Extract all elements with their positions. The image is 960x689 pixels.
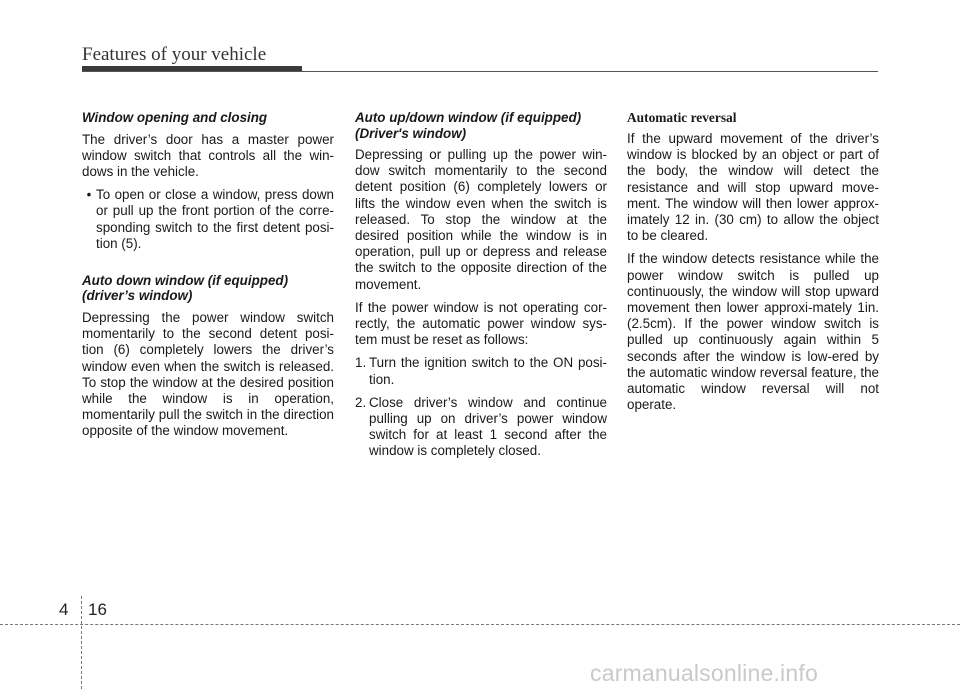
- heading-auto-up-down-line1: Auto up/down window (if equipped): [355, 110, 582, 125]
- page-header-title: Features of your vehicle: [82, 44, 267, 65]
- paragraph-auto-up-down: Depressing or pulling up the power win-dow switch momentarily to the second detent position (6) completely lowers or lifts the window even when the switch is released. To stop the window at the desired position while the window is in operation, pull up or depress and release the switch to the opposite direction of the movement.: [355, 147, 607, 292]
- heading-auto-up-down: [355, 110, 607, 141]
- column-right: [627, 110, 879, 420]
- page-number: 16: [88, 600, 107, 619]
- heading-auto-up-down-line2: (Driver's window): [355, 125, 467, 141]
- step-text: Turn the ignition switch to the ON posi-tion.: [369, 355, 607, 387]
- heading-auto-down-line1: Auto down window (if equipped): [82, 272, 289, 288]
- bullet-marker: •: [86, 187, 92, 203]
- paragraph-auto-down: Depressing the power window switch momentarily to the second detent posi-tion (6) completely lowers the driver’s window even when the switch is released. To stop the window at the desired position while the window is in operation, momentarily pull the switch in the direction opposite of the window movement.: [82, 309, 334, 439]
- step-text: Close driver’s window and continue pulling up on driver’s power window switch for at least 1 second after the window is completely closed.: [369, 394, 607, 459]
- footer-dashed-rule: [0, 624, 960, 625]
- heading-automatic-reversal: Automatic reversal: [627, 110, 737, 125]
- reset-step-2: [355, 395, 607, 460]
- bullet-text: To open or close a window, press down or pull up the front portion of the corre-sponding switch to the first detent posi-tion (5).: [96, 187, 334, 251]
- column-left: [82, 110, 334, 447]
- paragraph-master-switch: The driver’s door has a master power window switch that controls all the win-dows in the vehicle.: [82, 131, 334, 179]
- heading-auto-down: [82, 273, 334, 304]
- step-number: 1.: [355, 355, 367, 371]
- paragraph-reversal-1: If the upward movement of the driver’s window is blocked by an object or part of the body, the window will detect the resistance and will stop upward move-ment. The window will then lower approx-imately 12 in. (30 cm) to allow the object to be cleared.: [627, 131, 879, 244]
- header-rule: [82, 71, 878, 72]
- column-middle: [355, 110, 607, 467]
- heading-auto-down-line2: (driver’s window): [82, 288, 193, 304]
- section-number: 4: [59, 600, 69, 619]
- watermark: carmanualsonline.info: [590, 660, 818, 686]
- paragraph-reset-intro: If the power window is not operating cor-rectly, the automatic power window sys-tem must be reset as follows:: [355, 299, 607, 348]
- paragraph-reversal-2: If the window detects resistance while the power window switch is pulled up continuously, the window will stop upward movement then lower approxi-mately 1in. (2.5cm). If the power window switch is pulled up continuously again within 5 seconds after the window is low-ered by the automatic window reversal feature, the automatic window reversal will not operate.: [627, 251, 879, 413]
- footer-dashed-divider: [81, 596, 82, 689]
- heading-window-opening: Window opening and closing: [82, 110, 268, 125]
- reset-step-1: [355, 355, 607, 387]
- bullet-item: [82, 187, 334, 252]
- step-number: 2.: [355, 394, 367, 410]
